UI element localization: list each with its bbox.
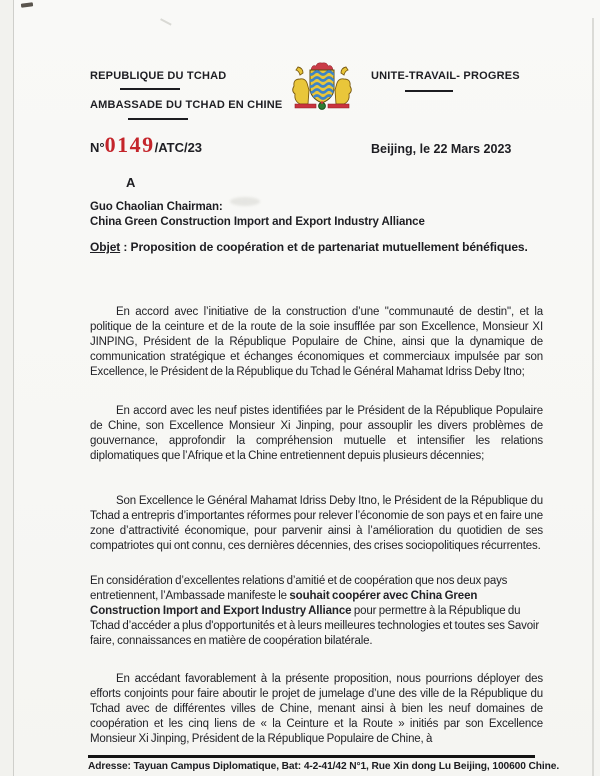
page-edge-right — [592, 18, 594, 776]
body-paragraph-5: En accédant favorablement à la présente proposition, nous pourrions déployer des efforts conjoints pour faire aboutir le projet de jumelage d’une des ville de la République du Tchad avec de différentes villes de Chine, menant ainsi à bien les neuf domaines de coopération et les cinq liens de « la Ceinture et la Route » initiés par son Excellence Monsieur Xi Jinping, Président de la République Populaire de Chine, à — [90, 673, 543, 746]
addressee-name: Guo Chaolian Chairman: — [90, 201, 223, 213]
p4-text-end: pour permettre à la République du Tchad d’accéder a plus d'opportunités et à leurs meilleures technologies et toutes ses Savoir faire, connaissances en matière de coopération bilatérale. — [90, 605, 540, 648]
subject-text: Proposition de coopération et de partenariat mutuellement bénéfiques. — [130, 240, 528, 254]
divider-rule — [405, 90, 453, 92]
addressee-block — [90, 200, 425, 230]
subject-separator: : — [120, 240, 131, 254]
footer-rule — [88, 755, 535, 758]
body-paragraph-1: En accord avec l’initiative de la construction d’une "communauté de destin", et la politique de la ceinture et de la route de la soie insufflée par son Excellence, Monsieur XI JINPING, Président de la République Populaire de Chine, ainsi que la dynamique de communication stratégique et échanges économiques et commerciaux impulsée par son Excellence, le Président de la République du Tchad le Général Mahamat Idriss Deby Itno; — [90, 306, 543, 379]
subject-label: Objet — [90, 240, 121, 254]
p4-text-start: En considération d’excellentes relations d’amitié et de coopération que nos deux pays entretiennent, l’Ambassade manifeste le — [90, 575, 508, 603]
reference-digits: 0149 — [104, 132, 155, 157]
scan-crease-mark — [160, 18, 171, 25]
chad-coat-of-arms-icon — [286, 61, 358, 113]
body-paragraph-3: Son Excellence le Général Mahamat Idriss Deby Itno, le Président de la République du Tchad a entrepris d’importantes réformes pour relever l’économie de son pays et en faire une zone d’attractivité économique, pour parvenir ainsi à l’amélioration du quotidien de ses compatriotes qui ont connu, ces dernières décennies, des crises sociopolitiques récurrentes. — [90, 495, 543, 553]
body-paragraph-4 — [90, 574, 543, 649]
reference-suffix: /ATC/23 — [154, 140, 203, 155]
dateline: Beijing, le 22 Mars 2023 — [371, 142, 512, 156]
subject-line — [90, 240, 530, 255]
reference-number — [90, 134, 202, 156]
divider-rule — [128, 118, 188, 120]
addressee-to-label: A — [126, 175, 136, 190]
p4-bold-partner-name: souhait coopérer avec China Green Construction Import and Export Industry Alliance — [90, 590, 478, 618]
footer-address: Adresse: Tayuan Campus Diplomatique, Bat: 4-2-41/42 N°1, Rue Xin dong Lu Beijing, 100600 Chine. — [88, 761, 560, 772]
republic-title: REPUBLIQUE DU TCHAD — [90, 70, 227, 82]
reference-prefix: N° — [90, 140, 105, 155]
divider-rule — [120, 88, 180, 90]
letterhead-right — [371, 70, 520, 92]
embassy-title: AMBASSADE DU TCHAD EN CHINE — [90, 99, 283, 111]
body-paragraph-2: En accord avec les neuf pistes identifiées par le Président de la République Populaire de Chine, son Excellence Monsieur Xi Jinping, pour assouplir les divers problèmes de gouvernance, approfondir la compréhension mutuelle et intensifier les relations diplomatiques que l’Afrique et la Chine entretiennent depuis plusieurs décennies; — [90, 405, 543, 463]
national-motto: UNITE-TRAVAIL- PROGRES — [371, 70, 520, 82]
letterhead-left — [90, 70, 282, 120]
page-edge-left — [0, 0, 14, 776]
staple-mark — [21, 2, 33, 7]
addressee-organization: China Green Construction Import and Export Industry Alliance — [90, 216, 425, 228]
